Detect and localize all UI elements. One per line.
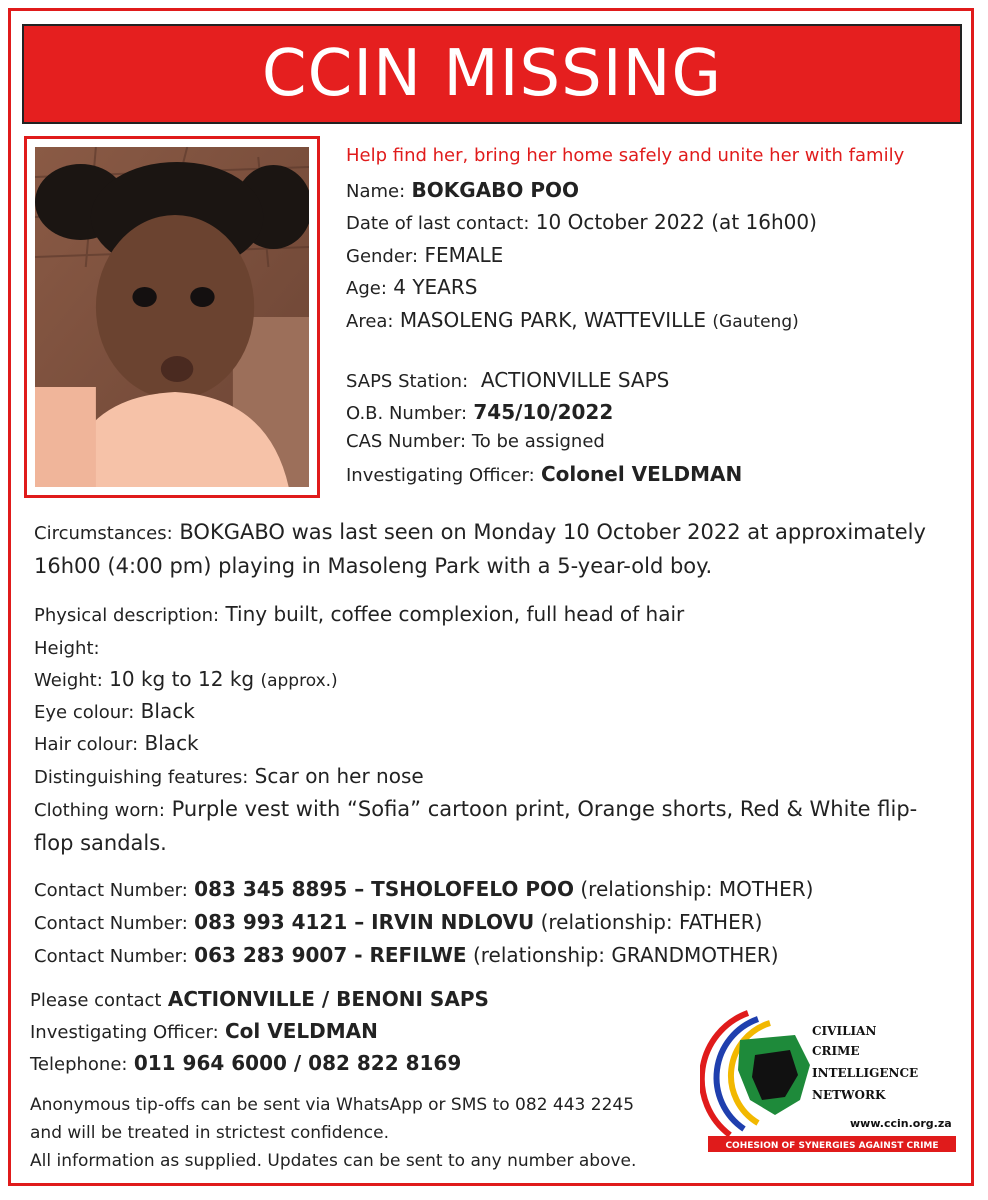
- ob-row: O.B. Number: 745/10/2022: [346, 400, 614, 424]
- logo-word-network: NETWORK: [812, 1088, 886, 1102]
- contact-grandmother: Contact Number: 063 283 9007 - REFILWE (relationship: GRANDMOTHER): [34, 943, 779, 967]
- cas-row: CAS Number: To be assigned: [346, 431, 605, 452]
- police-contact-row: Please contact ACTIONVILLE / BENONI SAPS: [30, 987, 489, 1011]
- logo-word-civilian: CIVILIAN: [812, 1024, 877, 1038]
- person-name: BOKGABO POO: [411, 178, 580, 202]
- confidence-line: and will be treated in strictest confidence.: [30, 1123, 389, 1143]
- area-row: Area: MASOLENG PARK, WATTEVILLE (Gauteng): [346, 308, 799, 332]
- saps-row: SAPS Station: ACTIONVILLE SAPS: [346, 368, 670, 392]
- tipoff-line: Anonymous tip-offs can be sent via WhatsApp or SMS to 082 443 2245: [30, 1095, 635, 1115]
- weight-row: Weight: 10 kg to 12 kg (approx.): [34, 667, 338, 691]
- circumstances: Circumstances: BOKGABO was last seen on Monday 10 October 2022 at approximately 16h00 (4:00 pm) playing in Masoleng Park with a 5-year-old boy.: [34, 520, 926, 578]
- logo-url: www.ccin.org.za: [850, 1117, 952, 1130]
- contact-father: Contact Number: 083 993 4121 – IRVIN NDLOVU (relationship: FATHER): [34, 910, 763, 934]
- missing-person-photo: [24, 136, 320, 498]
- logo-word-intelligence: INTELLIGENCE: [812, 1066, 919, 1080]
- page-title: CCIN MISSING: [261, 37, 723, 111]
- logo-word-crime: CRIME: [812, 1044, 860, 1058]
- gender-row: Gender: FEMALE: [346, 243, 504, 267]
- height-row: Height:: [34, 638, 100, 659]
- age-row: Age: 4 YEARS: [346, 275, 478, 299]
- name-row: Name: BOKGABO POO: [346, 178, 580, 202]
- telephone-row: Telephone: 011 964 6000 / 082 822 8169: [30, 1051, 462, 1075]
- clothing-row: Clothing worn: Purple vest with “Sofia” cartoon print, Orange shorts, Red & White flip-flop sandals.: [34, 797, 918, 855]
- updates-line: All information as supplied. Updates can be sent to any number above.: [30, 1151, 637, 1171]
- description-row: Physical description: Tiny built, coffee complexion, full head of hair: [34, 602, 685, 626]
- officer-row: Investigating Officer: Colonel VELDMAN: [346, 462, 743, 486]
- features-row: Distinguishing features: Scar on her nose: [34, 764, 424, 788]
- contact-mother: Contact Number: 083 345 8895 – TSHOLOFELO POO (relationship: MOTHER): [34, 877, 814, 901]
- eye-row: Eye colour: Black: [34, 699, 195, 723]
- tagline: Help find her, bring her home safely and unite her with family: [346, 145, 905, 166]
- title-banner: [22, 24, 962, 124]
- police-officer-row: Investigating Officer: Col VELDMAN: [30, 1019, 378, 1043]
- logo-slogan: COHESION OF SYNERGIES AGAINST CRIME: [725, 1141, 939, 1151]
- ccin-logo: [700, 1005, 962, 1160]
- date-row: Date of last contact: 10 October 2022 (at 16h00): [346, 210, 817, 234]
- hair-row: Hair colour: Black: [34, 731, 199, 755]
